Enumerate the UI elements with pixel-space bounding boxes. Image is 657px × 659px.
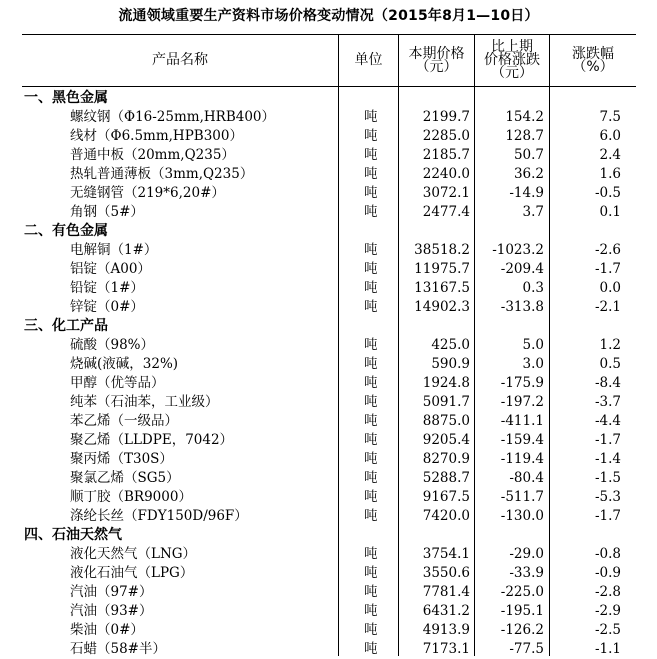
price-cell: 5288.7 [422,470,470,486]
table-row [0,279,657,298]
category-label: 一、黑色金属 [24,90,108,106]
category-row [0,89,657,108]
header-price-line1: 本期价格 [408,45,465,62]
header-change-line2: 价格涨跌 [484,52,540,68]
price-cell: 2285.0 [422,128,470,144]
price-cell: 7173.1 [422,641,470,657]
product-name-cell: 普通中板（20mm,Q235） [70,147,235,163]
pct-cell: 1.6 [599,166,621,182]
price-cell: 13167.5 [414,280,470,296]
unit-cell: 吨 [364,204,378,220]
pct-cell: -5.3 [594,489,621,505]
change-cell: -77.5 [509,641,544,657]
pct-cell: -0.9 [594,565,621,581]
header-price-line2: （元） [415,58,458,75]
unit-cell: 吨 [364,299,378,315]
product-name-cell: 螺纹钢（Φ16-25mm,HRB400） [70,109,276,125]
pct-cell: -8.4 [594,375,621,391]
product-name-cell: 苯乙烯（一级品） [70,413,178,429]
table-row [0,127,657,146]
unit-cell: 吨 [364,109,378,125]
table-row [0,146,657,165]
table-row [0,431,657,450]
table-row [0,203,657,222]
unit-cell: 吨 [364,451,378,467]
price-cell: 4913.9 [422,622,470,638]
table-row [0,469,657,488]
change-cell: -126.2 [500,622,544,638]
product-name-cell: 涤纶长丝（FDY150D/96F） [70,508,248,524]
table-row [0,241,657,260]
product-name-cell: 柴油（0#） [70,622,144,638]
price-cell: 8875.0 [422,413,470,429]
change-cell: -119.4 [500,451,544,467]
table-row [0,184,657,203]
price-cell: 9205.4 [422,432,470,448]
table-row [0,564,657,583]
change-cell: -80.4 [509,470,544,486]
header-change-line1: 比上期 [491,39,533,55]
change-cell: -209.4 [500,261,544,277]
product-name-cell: 无缝钢管（219*6,20#） [70,185,225,201]
unit-cell: 吨 [364,166,378,182]
table-row [0,602,657,621]
product-name-cell: 顺丁胶（BR9000） [70,489,192,505]
pct-cell: 2.4 [599,147,621,163]
product-name-cell: 铅锭（1#） [70,280,144,296]
table-row [0,298,657,317]
change-cell: -33.9 [509,565,544,581]
pct-cell: -2.1 [594,299,621,315]
unit-cell: 吨 [364,147,378,163]
table-row [0,621,657,640]
header-unit [339,35,398,86]
table-row [0,108,657,127]
product-name-cell: 铝锭（A00） [70,261,151,277]
unit-cell: 吨 [364,641,378,657]
price-cell: 3072.1 [422,185,470,201]
change-cell: -197.2 [500,394,544,410]
product-name-cell: 液化天然气（LNG） [70,546,197,562]
change-cell: 0.3 [522,280,544,296]
change-cell: -195.1 [500,603,544,619]
change-cell: 50.7 [513,147,544,163]
table-row [0,412,657,431]
header-change [475,35,549,86]
unit-cell: 吨 [364,280,378,296]
price-cell: 2199.7 [422,109,470,125]
product-name-cell: 电解铜（1#） [70,242,158,258]
unit-cell: 吨 [364,565,378,581]
change-cell: 3.7 [522,204,544,220]
change-cell: 5.0 [522,337,544,353]
change-cell: -411.1 [500,413,544,429]
table-row [0,450,657,469]
header-product-name [22,35,338,86]
change-cell: -130.0 [500,508,544,524]
price-cell: 6431.2 [422,603,470,619]
pct-cell: -0.8 [594,546,621,562]
table-row [0,260,657,279]
product-name-cell: 锌锭（0#） [70,299,144,315]
price-cell: 14902.3 [414,299,470,315]
product-name-cell: 聚氯乙烯（SG5） [70,470,180,486]
price-cell: 1924.8 [422,375,470,391]
unit-cell: 吨 [364,622,378,638]
category-row [0,222,657,241]
header-product-name-label: 产品名称 [152,52,208,68]
price-cell: 590.9 [431,356,470,372]
product-name-cell: 烧碱(液碱，32%) [70,356,179,372]
pct-cell: -3.7 [594,394,621,410]
unit-cell: 吨 [364,394,378,410]
product-name-cell: 热轧普通薄板（3mm,Q235） [70,166,254,182]
change-cell: -175.9 [500,375,544,391]
product-name-cell: 聚乙烯（LLDPE，7042） [70,432,234,448]
unit-cell: 吨 [364,128,378,144]
header-price [399,35,474,86]
pct-cell: 0.1 [599,204,621,220]
unit-cell: 吨 [364,489,378,505]
category-label: 四、石油天然气 [24,527,122,543]
table-row [0,640,657,659]
unit-cell: 吨 [364,185,378,201]
table-row [0,393,657,412]
pct-cell: 1.2 [599,337,621,353]
product-name-cell: 硫酸（98%） [70,337,155,353]
product-name-cell: 纯苯（石油苯，工业级） [70,394,219,410]
table-row [0,545,657,564]
unit-cell: 吨 [364,432,378,448]
pct-cell: -2.6 [594,242,621,258]
unit-cell: 吨 [364,356,378,372]
header-change-line3: （元） [491,65,533,81]
price-cell: 2240.0 [422,166,470,182]
pct-cell: -0.5 [594,185,621,201]
change-cell: 154.2 [505,109,544,125]
price-cell: 2477.4 [422,204,470,220]
pct-cell: -2.9 [594,603,621,619]
price-cell: 3550.6 [422,565,470,581]
change-cell: 3.0 [522,356,544,372]
unit-cell: 吨 [364,261,378,277]
price-cell: 7420.0 [422,508,470,524]
change-cell: 128.7 [505,128,544,144]
unit-cell: 吨 [364,584,378,600]
change-cell: -29.0 [509,546,544,562]
change-cell: 36.2 [513,166,544,182]
product-name-cell: 汽油（93#） [70,603,153,619]
price-cell: 9167.5 [422,489,470,505]
category-label: 二、有色金属 [24,223,108,239]
unit-cell: 吨 [364,242,378,258]
page-title: 流通领域重要生产资料市场价格变动情况（2015年8月1—10日） [118,8,539,24]
table-row [0,336,657,355]
pct-cell: 0.0 [599,280,621,296]
price-cell: 2185.7 [422,147,470,163]
table-row [0,165,657,184]
pct-cell: -4.4 [594,413,621,429]
unit-cell: 吨 [364,508,378,524]
product-name-cell: 聚丙烯（T30S） [70,451,173,467]
table-row [0,355,657,374]
product-name-cell: 角钢（5#） [70,204,144,220]
product-name-cell: 甲醇（优等品） [70,375,165,391]
category-label: 三、化工产品 [24,318,108,334]
price-cell: 425.0 [431,337,470,353]
price-cell: 8270.9 [422,451,470,467]
change-cell: -313.8 [500,299,544,315]
category-row [0,526,657,545]
pct-cell: -2.5 [594,622,621,638]
header-pct-line2: （%） [572,58,614,75]
product-name-cell: 石蜡（58#半） [70,641,166,657]
price-cell: 11975.7 [414,261,470,277]
pct-cell: 6.0 [599,128,621,144]
table-row [0,583,657,602]
unit-cell: 吨 [364,470,378,486]
change-cell: -14.9 [509,185,544,201]
pct-cell: -1.4 [594,451,621,467]
unit-cell: 吨 [364,413,378,429]
pct-cell: -1.7 [594,508,621,524]
table-row [0,507,657,526]
table-row [0,488,657,507]
unit-cell: 吨 [364,337,378,353]
change-cell: -159.4 [500,432,544,448]
price-cell: 7781.4 [422,584,470,600]
pct-cell: -1.1 [594,641,621,657]
change-cell: -225.0 [500,584,544,600]
header-pct-line1: 涨跌幅 [572,45,614,62]
table-row [0,374,657,393]
pct-cell: 0.5 [599,356,621,372]
category-row [0,317,657,336]
header-bottom-rule [22,86,636,87]
product-name-cell: 液化石油气（LPG） [70,565,194,581]
product-name-cell: 汽油（97#） [70,584,153,600]
pct-cell: -1.7 [594,261,621,277]
pct-cell: -1.5 [594,470,621,486]
unit-cell: 吨 [364,546,378,562]
unit-cell: 吨 [364,603,378,619]
price-cell: 38518.2 [414,242,470,258]
change-cell: -1023.2 [492,242,544,258]
price-cell: 5091.7 [422,394,470,410]
price-cell: 3754.1 [422,546,470,562]
change-cell: -511.7 [500,489,544,505]
pct-cell: -2.8 [594,584,621,600]
pct-cell: -1.7 [594,432,621,448]
product-name-cell: 线材（Φ6.5mm,HPB300） [70,128,243,144]
header-unit-label: 单位 [354,52,383,68]
unit-cell: 吨 [364,375,378,391]
header-pct [550,35,636,86]
pct-cell: 7.5 [599,109,621,125]
